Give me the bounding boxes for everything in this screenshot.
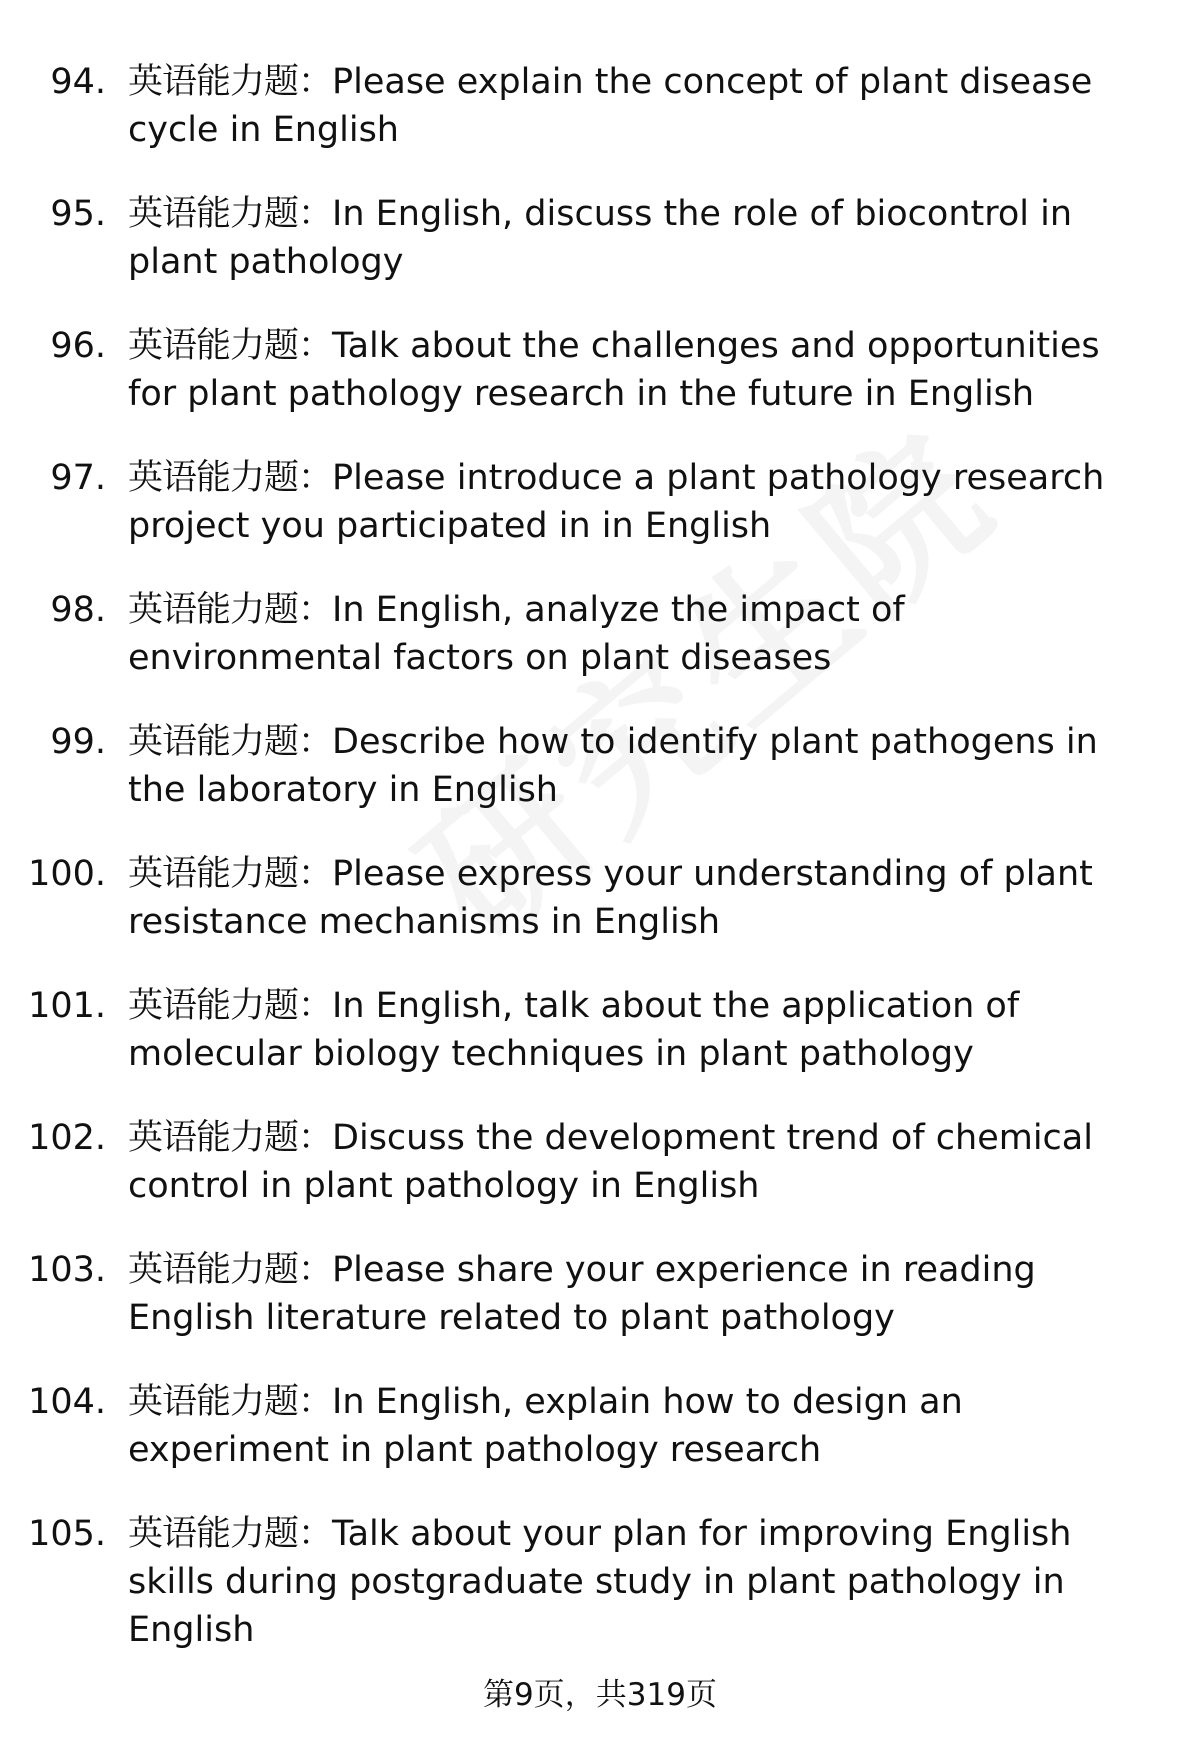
question-label: 英语能力题： xyxy=(128,62,333,102)
question-number: 99. xyxy=(50,722,106,762)
question-number: 102. xyxy=(28,1118,106,1158)
question-item xyxy=(0,1114,1200,1246)
question-text: In English, talk about the application of molecular biology techniques in plant pathology xyxy=(128,986,1020,1074)
question-list xyxy=(0,58,1200,1650)
question-item xyxy=(0,850,1200,982)
question-text: In English, discuss the role of biocontrol in plant pathology xyxy=(128,194,1073,282)
question-item xyxy=(0,454,1200,586)
question-item xyxy=(0,1510,1200,1650)
question-number: 101. xyxy=(28,986,106,1026)
question-body xyxy=(128,1378,1128,1474)
question-number: 103. xyxy=(28,1250,106,1290)
question-label: 英语能力题： xyxy=(128,458,333,498)
question-body xyxy=(128,190,1128,286)
question-text: Please introduce a plant pathology research project you participated in in English xyxy=(128,458,1105,546)
question-item xyxy=(0,322,1200,454)
question-body xyxy=(128,1510,1128,1654)
question-item xyxy=(0,718,1200,850)
question-label: 英语能力题： xyxy=(128,590,333,630)
question-item xyxy=(0,190,1200,322)
question-body xyxy=(128,454,1128,550)
question-label: 英语能力题： xyxy=(128,194,333,234)
question-text: Talk about your plan for improving English skills during postgraduate study in plant pathology in English xyxy=(128,1514,1072,1650)
question-label: 英语能力题： xyxy=(128,1250,333,1290)
question-label: 英语能力题： xyxy=(128,1118,333,1158)
question-body xyxy=(128,58,1128,154)
question-number: 95. xyxy=(50,194,106,234)
question-number: 100. xyxy=(28,854,106,894)
question-number: 104. xyxy=(28,1382,106,1422)
question-body xyxy=(128,586,1128,682)
question-body xyxy=(128,1246,1128,1342)
question-label: 英语能力题： xyxy=(128,722,333,762)
question-text: Please express your understanding of plant resistance mechanisms in English xyxy=(128,854,1093,942)
question-body xyxy=(128,982,1128,1078)
question-item xyxy=(0,58,1200,190)
question-text: Talk about the challenges and opportunities for plant pathology research in the future in English xyxy=(128,326,1100,414)
question-label: 英语能力题： xyxy=(128,326,333,366)
question-number: 105. xyxy=(28,1514,106,1554)
question-body xyxy=(128,322,1128,418)
question-label: 英语能力题： xyxy=(128,986,333,1026)
question-label: 英语能力题： xyxy=(128,1514,333,1554)
question-label: 英语能力题： xyxy=(128,1382,333,1422)
question-text: In English, explain how to design an experiment in plant pathology research xyxy=(128,1382,963,1470)
question-text: Please share your experience in reading English literature related to plant pathology xyxy=(128,1250,1036,1338)
question-item xyxy=(0,1378,1200,1510)
question-number: 97. xyxy=(50,458,106,498)
question-number: 94. xyxy=(50,62,106,102)
question-label: 英语能力题： xyxy=(128,854,333,894)
question-body xyxy=(128,718,1128,814)
question-item xyxy=(0,982,1200,1114)
question-body xyxy=(128,1114,1128,1210)
question-text: Describe how to identify plant pathogens in the laboratory in English xyxy=(128,722,1098,810)
question-body xyxy=(128,850,1128,946)
question-text: Discuss the development trend of chemical control in plant pathology in English xyxy=(128,1118,1093,1206)
question-number: 98. xyxy=(50,590,106,630)
question-text: In English, analyze the impact of environmental factors on plant diseases xyxy=(128,590,905,678)
question-item xyxy=(0,1246,1200,1378)
question-item xyxy=(0,586,1200,718)
question-text: Please explain the concept of plant disease cycle in English xyxy=(128,62,1093,150)
page-footer: 第9页，共319页 xyxy=(483,1677,717,1713)
question-number: 96. xyxy=(50,326,106,366)
